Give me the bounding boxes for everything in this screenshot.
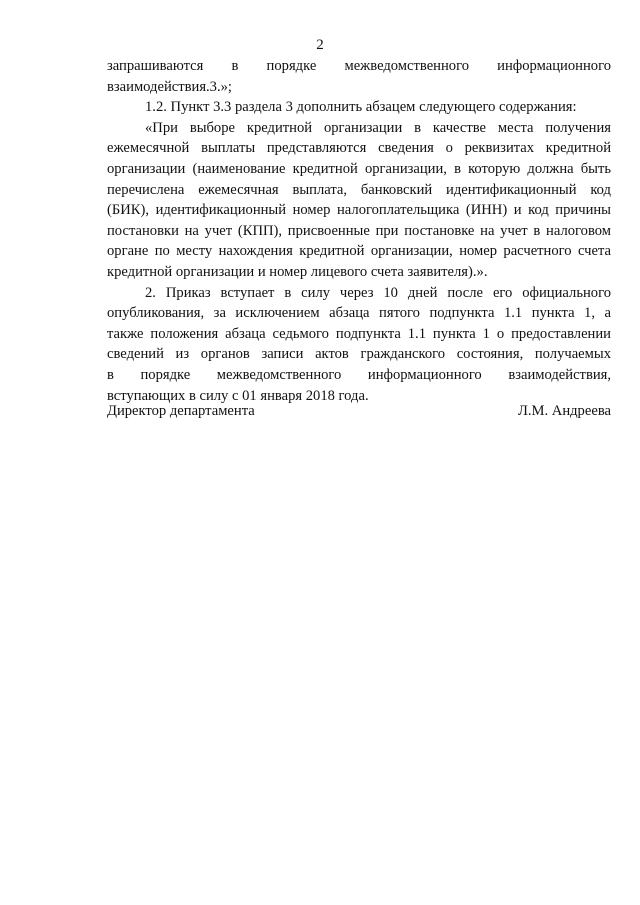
text-line: вступающих в силу с 01 января 2018 года.: [107, 387, 369, 404]
text-line: «При выборе кредитной организации в качестве места получения: [145, 119, 611, 136]
paragraph-item-2: [107, 283, 611, 407]
text-line: ежемесячной выплаты представляются сведения о реквизитах кредитной: [107, 140, 611, 157]
text-line: перечислена ежемесячная выплата, банковский идентификационный код: [107, 181, 611, 198]
paragraph-continuation: [107, 56, 611, 97]
text-line: запрашиваются в порядке межведомственного информационного: [107, 58, 611, 74]
text-line: (БИК), идентификационный номер налогоплательщика (ИНН) и код причины: [107, 202, 611, 219]
text-line: кредитной организации и номер лицевого счета заявителя).».: [107, 263, 488, 280]
text-line: постановки на учет (КПП), присвоенные при постановке на учет в налоговом: [107, 222, 611, 239]
text-line: 1.2. Пункт 3.3 раздела 3 дополнить абзацем следующего содержания:: [145, 99, 577, 116]
signatory-position: Директор департамента: [107, 403, 255, 419]
text-line: сведений из органов записи актов гражданского состояния, получаемых: [107, 346, 611, 363]
text-line: также положения абзаца седьмого подпункта 1.1 пункта 1 о предоставлении: [107, 325, 611, 342]
page-number: 2: [316, 37, 324, 53]
document-body: [107, 56, 611, 406]
paragraph-item-1-2: [107, 97, 611, 118]
text-line: в порядке межведомственного информационного взаимодействия,: [107, 366, 611, 383]
paragraph-quote: [107, 118, 611, 283]
signature-block: [107, 401, 611, 421]
text-line: 2. Приказ вступает в силу через 10 дней после его официального: [145, 284, 611, 301]
text-line: организации (наименование кредитной организации, в которую должна быть: [107, 160, 611, 177]
signatory-name: Л.М. Андреева: [517, 403, 611, 419]
text-line: опубликования, за исключением абзаца пятого подпункта 1.1 пункта 1, а: [107, 305, 611, 322]
text-line: взаимодействия.3.»;: [107, 78, 232, 95]
text-line: органе по месту нахождения кредитной организации, номер расчетного счета: [107, 243, 611, 260]
